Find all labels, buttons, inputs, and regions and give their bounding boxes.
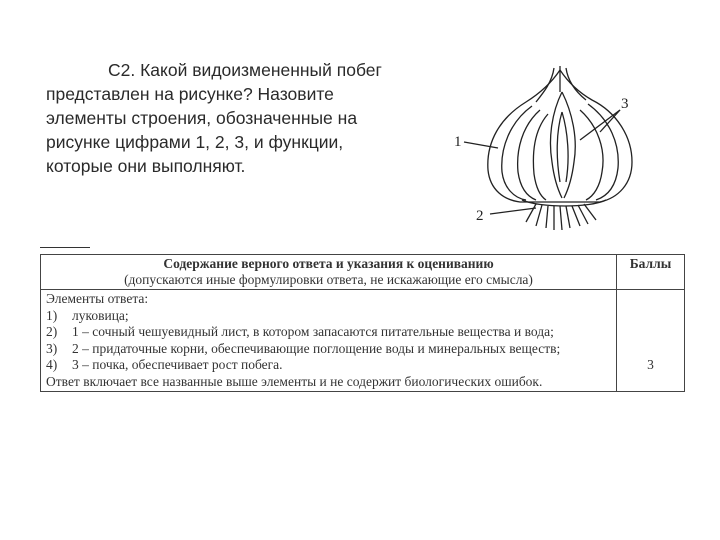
label-two: 2 — [476, 208, 484, 224]
label-three: 3 — [621, 96, 629, 112]
answer-conclusion: Ответ включает все названные выше элементы и не содержит биологических ошибок. — [46, 373, 543, 389]
item-number: 2) — [46, 324, 58, 339]
item-number: 1) — [46, 307, 58, 323]
bulb-outline — [464, 66, 632, 230]
answer-table — [40, 254, 685, 392]
question-line: рисунке цифрами 1, 2, 3, и функции, — [46, 132, 344, 152]
header-main-text: Содержание верного ответа и указания к оцениванию — [163, 256, 494, 271]
list-item — [46, 357, 611, 374]
header-content — [41, 255, 617, 290]
answer-content-cell — [41, 290, 617, 392]
answer-intro: Элементы ответа: — [46, 291, 149, 306]
item-number: 3) — [46, 340, 58, 356]
table-row — [41, 290, 685, 392]
list-item — [46, 308, 611, 325]
divider — [40, 247, 90, 248]
table-header-row — [41, 255, 685, 290]
list-item — [46, 341, 611, 358]
header-sub-text: (допускаются иные формулировки ответа, не искажающие его смысла) — [124, 272, 533, 287]
label-one: 1 — [454, 134, 462, 150]
item-text: луковица; — [72, 307, 129, 323]
question-line: представлен на рисунке? Назовите — [46, 84, 334, 104]
item-text: 2 – придаточные корни, обеспечивающие поглощение воды и минеральных веществ; — [72, 340, 561, 356]
item-number: 4) — [46, 357, 58, 372]
item-text: 3 – почка, обеспечивает рост побега. — [72, 357, 283, 372]
question-line: элементы строения, обозначенные на — [46, 108, 358, 128]
list-item — [46, 324, 611, 341]
question-text — [46, 58, 446, 178]
question-line: С2. Какой видоизмененный побег — [108, 60, 382, 80]
onion-bulb-illustration — [440, 62, 640, 242]
header-score: Баллы — [617, 255, 685, 290]
question-line: которые они выполняют. — [46, 156, 246, 176]
score-value: 3 — [617, 290, 685, 392]
item-text: 1 – сочный чешуевидный лист, в котором запасаются питательные вещества и вода; — [72, 324, 554, 339]
